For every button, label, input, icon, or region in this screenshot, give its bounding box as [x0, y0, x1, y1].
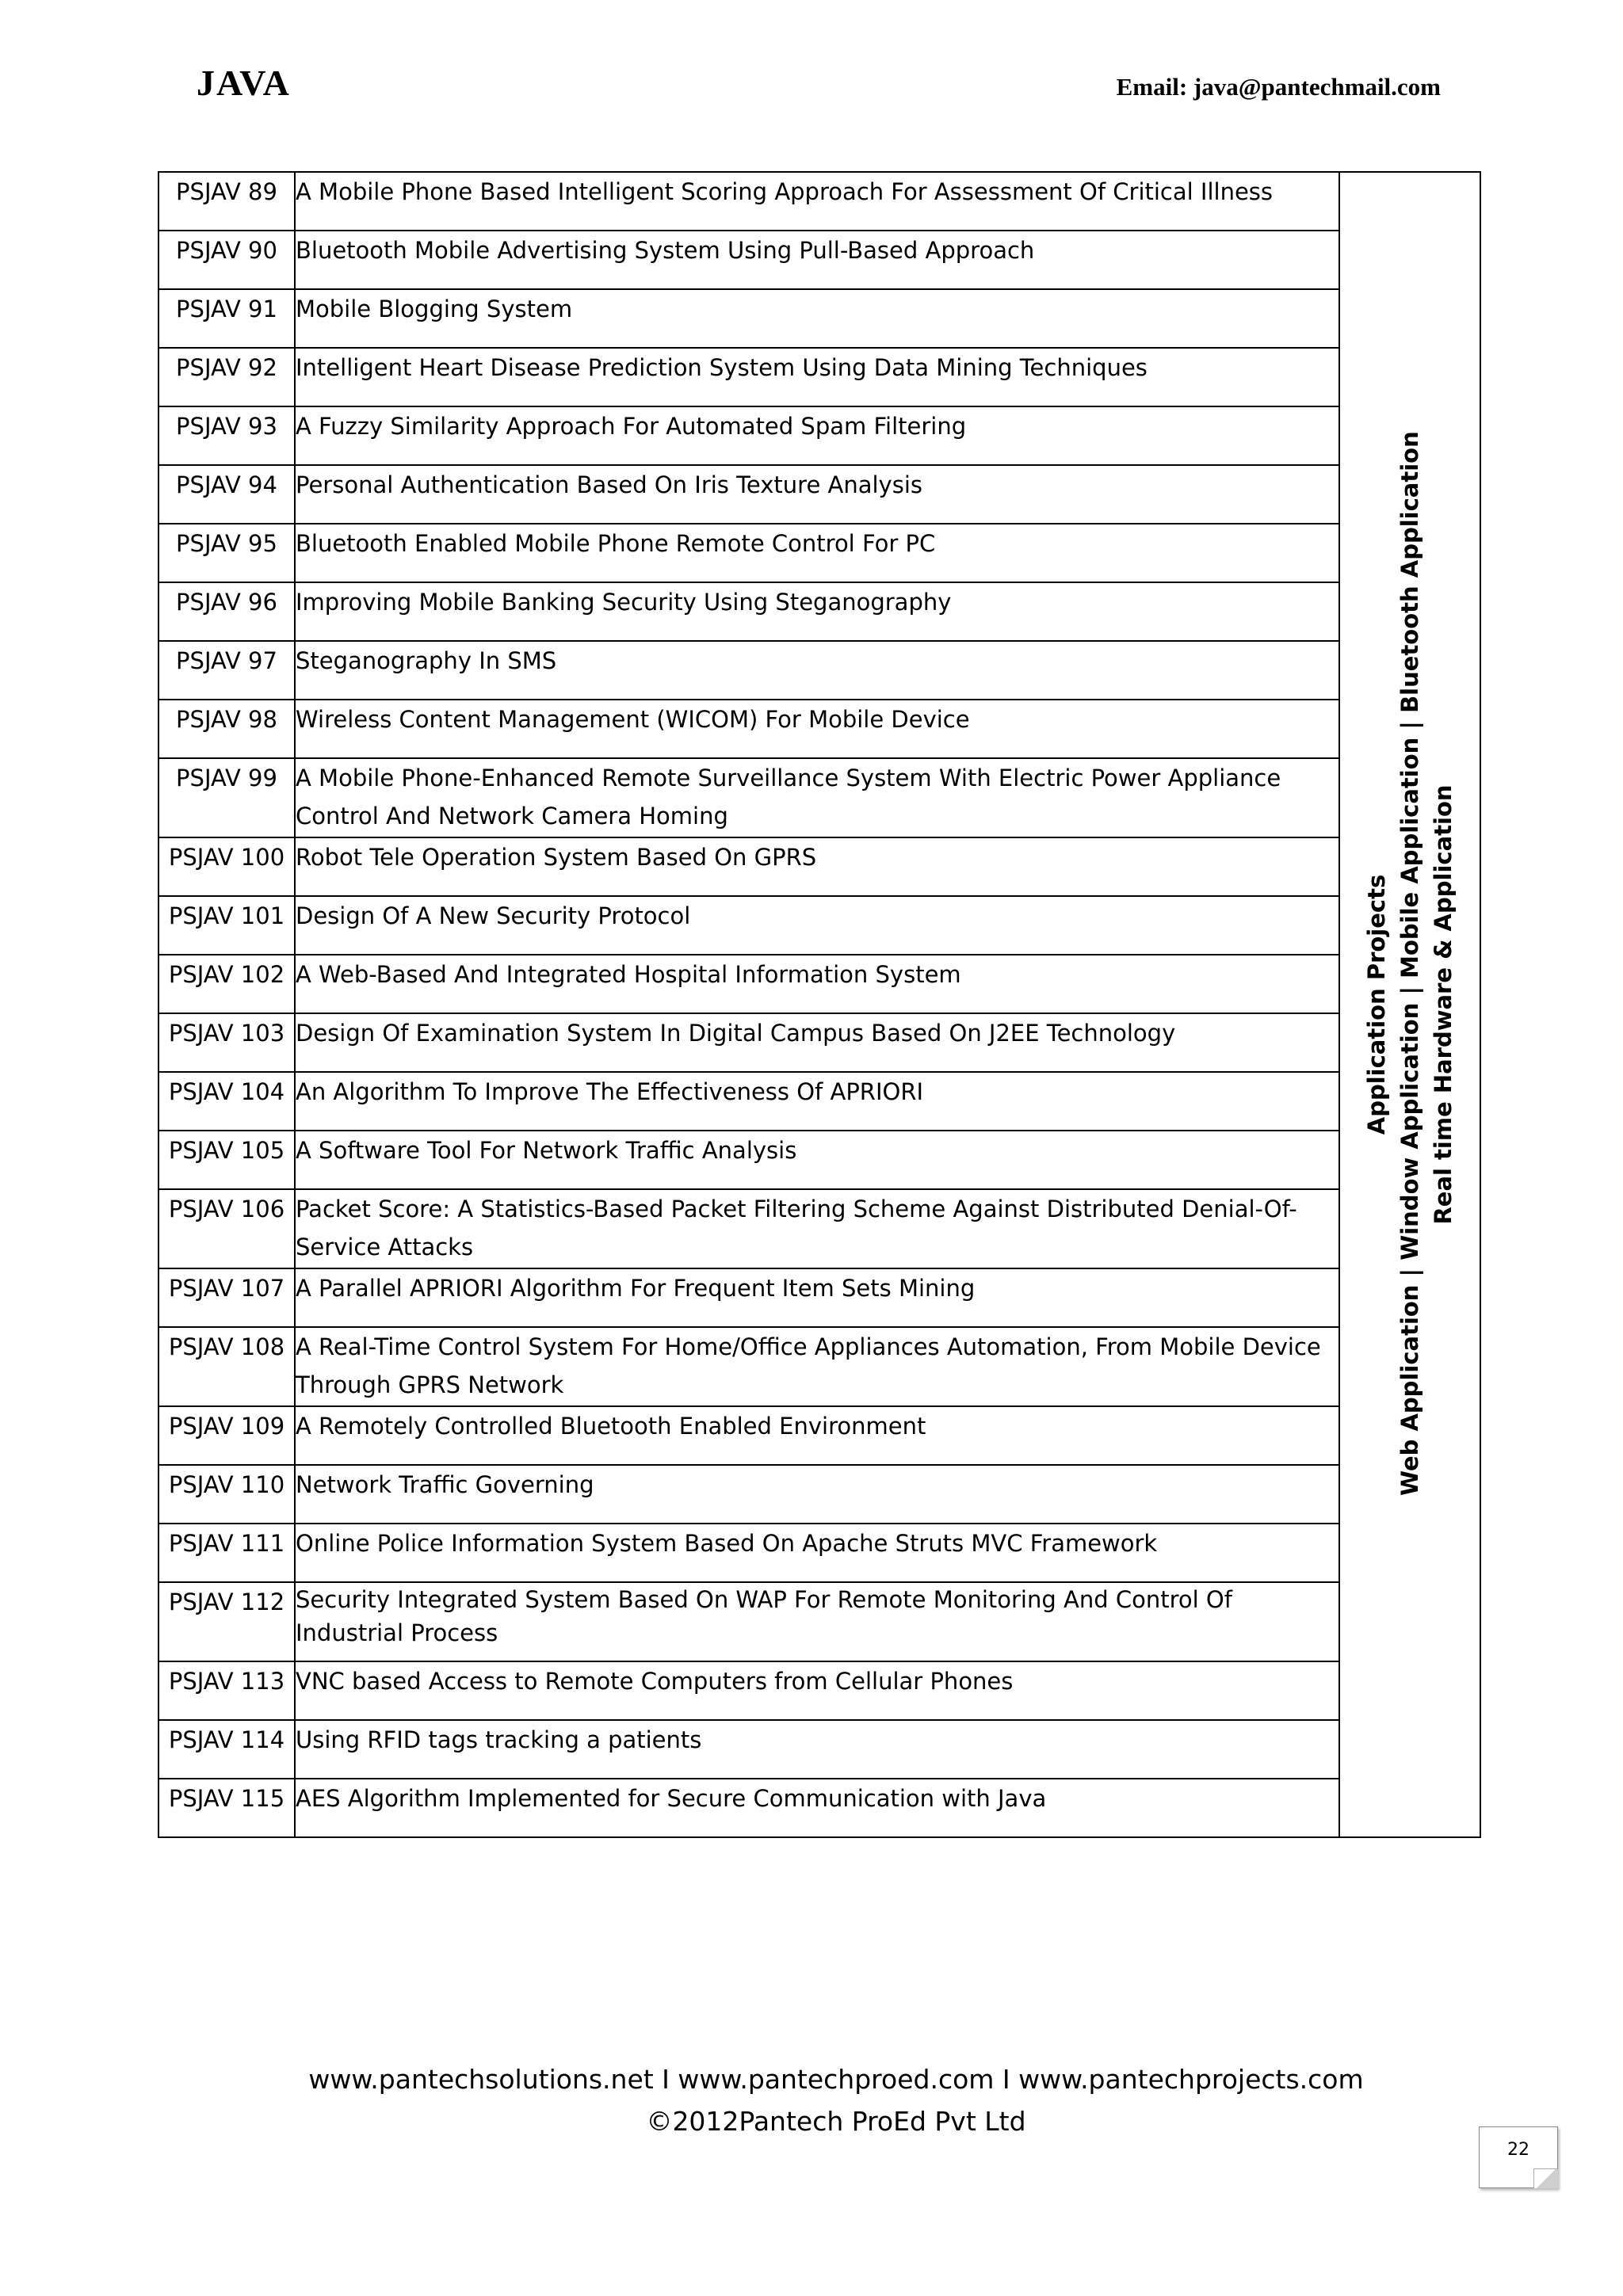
- project-id: PSJAV 92: [158, 348, 295, 406]
- table-row: [158, 524, 1480, 582]
- project-id: PSJAV 113: [158, 1661, 295, 1720]
- project-id: PSJAV 110: [158, 1465, 295, 1524]
- project-id: PSJAV 102: [158, 955, 295, 1013]
- table-row: [158, 1406, 1480, 1465]
- footer-links: www.pantechsolutions.net I www.pantechproed.com I www.pantechprojects.com: [308, 2064, 1364, 2095]
- table-row: [158, 1661, 1480, 1720]
- table-row: [158, 1072, 1480, 1131]
- project-title: Using RFID tags tracking a patients: [295, 1720, 1339, 1779]
- project-id: PSJAV 98: [158, 700, 295, 758]
- project-id: PSJAV 104: [158, 1072, 295, 1131]
- project-id: PSJAV 101: [158, 896, 295, 955]
- project-id: PSJAV 89: [158, 172, 295, 231]
- table-row: [158, 465, 1480, 524]
- project-id: PSJAV 108: [158, 1327, 295, 1406]
- table-row: [158, 1013, 1480, 1072]
- project-id: PSJAV 94: [158, 465, 295, 524]
- project-id: PSJAV 95: [158, 524, 295, 582]
- page-curl-icon: [1533, 2168, 1558, 2188]
- project-id: PSJAV 106: [158, 1189, 295, 1268]
- table-row: [158, 1720, 1480, 1779]
- project-title: Steganography In SMS: [295, 641, 1339, 700]
- category-cell: [1339, 172, 1480, 1837]
- project-title: Personal Authentication Based On Iris Texture Analysis: [295, 465, 1339, 524]
- project-title: Intelligent Heart Disease Prediction System Using Data Mining Techniques: [295, 348, 1339, 406]
- project-title: A Remotely Controlled Bluetooth Enabled Environment: [295, 1406, 1339, 1465]
- table-row: [158, 231, 1480, 289]
- project-id: PSJAV 91: [158, 289, 295, 348]
- project-title: A Software Tool For Network Traffic Analysis: [295, 1131, 1339, 1189]
- project-id: PSJAV 103: [158, 1013, 295, 1072]
- project-title: Mobile Blogging System: [295, 289, 1339, 348]
- table-row: [158, 837, 1480, 896]
- projects-table: [158, 171, 1481, 1838]
- table-row: [158, 1268, 1480, 1327]
- table-row: [158, 582, 1480, 641]
- table-row: [158, 1189, 1480, 1268]
- footer-copyright: ©2012Pantech ProEd Pvt Ltd: [646, 2106, 1026, 2137]
- page-number-text: 22: [1507, 2140, 1529, 2160]
- project-id: PSJAV 100: [158, 837, 295, 896]
- project-id: PSJAV 90: [158, 231, 295, 289]
- table-row: [158, 289, 1480, 348]
- project-title: Security Integrated System Based On WAP For Remote Monitoring And Control Of Industrial Process: [295, 1582, 1339, 1661]
- category-line-2: Web Application | Window Application | Mobile Application | Bluetooth Application: [1396, 431, 1423, 1496]
- project-title: Network Traffic Governing: [295, 1465, 1339, 1524]
- table-row: [158, 348, 1480, 406]
- table-row: [158, 758, 1480, 837]
- project-id: PSJAV 114: [158, 1720, 295, 1779]
- project-title: A Mobile Phone Based Intelligent Scoring Approach For Assessment Of Critical Illness: [295, 172, 1339, 231]
- project-id: PSJAV 112: [158, 1582, 295, 1661]
- header-email: Email: java@pantechmail.com: [1116, 73, 1441, 101]
- document-title: JAVA: [197, 63, 291, 103]
- project-title: A Parallel APRIORI Algorithm For Frequent Item Sets Mining: [295, 1268, 1339, 1327]
- table-row: [158, 1465, 1480, 1524]
- project-id: PSJAV 97: [158, 641, 295, 700]
- project-title: Bluetooth Enabled Mobile Phone Remote Control For PC: [295, 524, 1339, 582]
- table-row: [158, 1582, 1480, 1661]
- project-id: PSJAV 109: [158, 1406, 295, 1465]
- table-row: [158, 172, 1480, 231]
- project-title: Online Police Information System Based On Apache Struts MVC Framework: [295, 1524, 1339, 1582]
- project-id: PSJAV 96: [158, 582, 295, 641]
- table-row: [158, 700, 1480, 758]
- table-row: [158, 1524, 1480, 1582]
- project-id: PSJAV 93: [158, 406, 295, 465]
- project-title: Robot Tele Operation System Based On GPRS: [295, 837, 1339, 896]
- table-row: [158, 1779, 1480, 1837]
- table-row: [158, 406, 1480, 465]
- project-id: PSJAV 111: [158, 1524, 295, 1582]
- project-id: PSJAV 105: [158, 1131, 295, 1189]
- category-label: [1360, 431, 1460, 1496]
- project-title: A Fuzzy Similarity Approach For Automated Spam Filtering: [295, 406, 1339, 465]
- project-title: Bluetooth Mobile Advertising System Using Pull-Based Approach: [295, 231, 1339, 289]
- table-row: [158, 1327, 1480, 1406]
- project-title: Design Of Examination System In Digital Campus Based On J2EE Technology: [295, 1013, 1339, 1072]
- project-title: Improving Mobile Banking Security Using Steganography: [295, 582, 1339, 641]
- project-id: PSJAV 99: [158, 758, 295, 837]
- table-row: [158, 896, 1480, 955]
- project-title: An Algorithm To Improve The Effectiveness Of APRIORI: [295, 1072, 1339, 1131]
- table-row: [158, 955, 1480, 1013]
- project-title: Design Of A New Security Protocol: [295, 896, 1339, 955]
- project-id: PSJAV 115: [158, 1779, 295, 1837]
- project-title: Wireless Content Management (WICOM) For Mobile Device: [295, 700, 1339, 758]
- page-number: [1479, 2126, 1558, 2188]
- category-line-1: Application Projects: [1363, 874, 1390, 1135]
- project-title: A Mobile Phone-Enhanced Remote Surveillance System With Electric Power Appliance Control And Network Camera Homing: [295, 758, 1339, 837]
- project-title: A Web-Based And Integrated Hospital Information System: [295, 955, 1339, 1013]
- project-title: VNC based Access to Remote Computers from Cellular Phones: [295, 1661, 1339, 1720]
- project-title: Packet Score: A Statistics-Based Packet Filtering Scheme Against Distributed Denial-Of-Service Attacks: [295, 1189, 1339, 1268]
- project-title: AES Algorithm Implemented for Secure Communication with Java: [295, 1779, 1339, 1837]
- project-id: PSJAV 107: [158, 1268, 295, 1327]
- category-line-3: Real time Hardware & Application: [1430, 784, 1457, 1225]
- project-title: A Real-Time Control System For Home/Office Appliances Automation, From Mobile Device Through GPRS Network: [295, 1327, 1339, 1406]
- table-row: [158, 1131, 1480, 1189]
- table-row: [158, 641, 1480, 700]
